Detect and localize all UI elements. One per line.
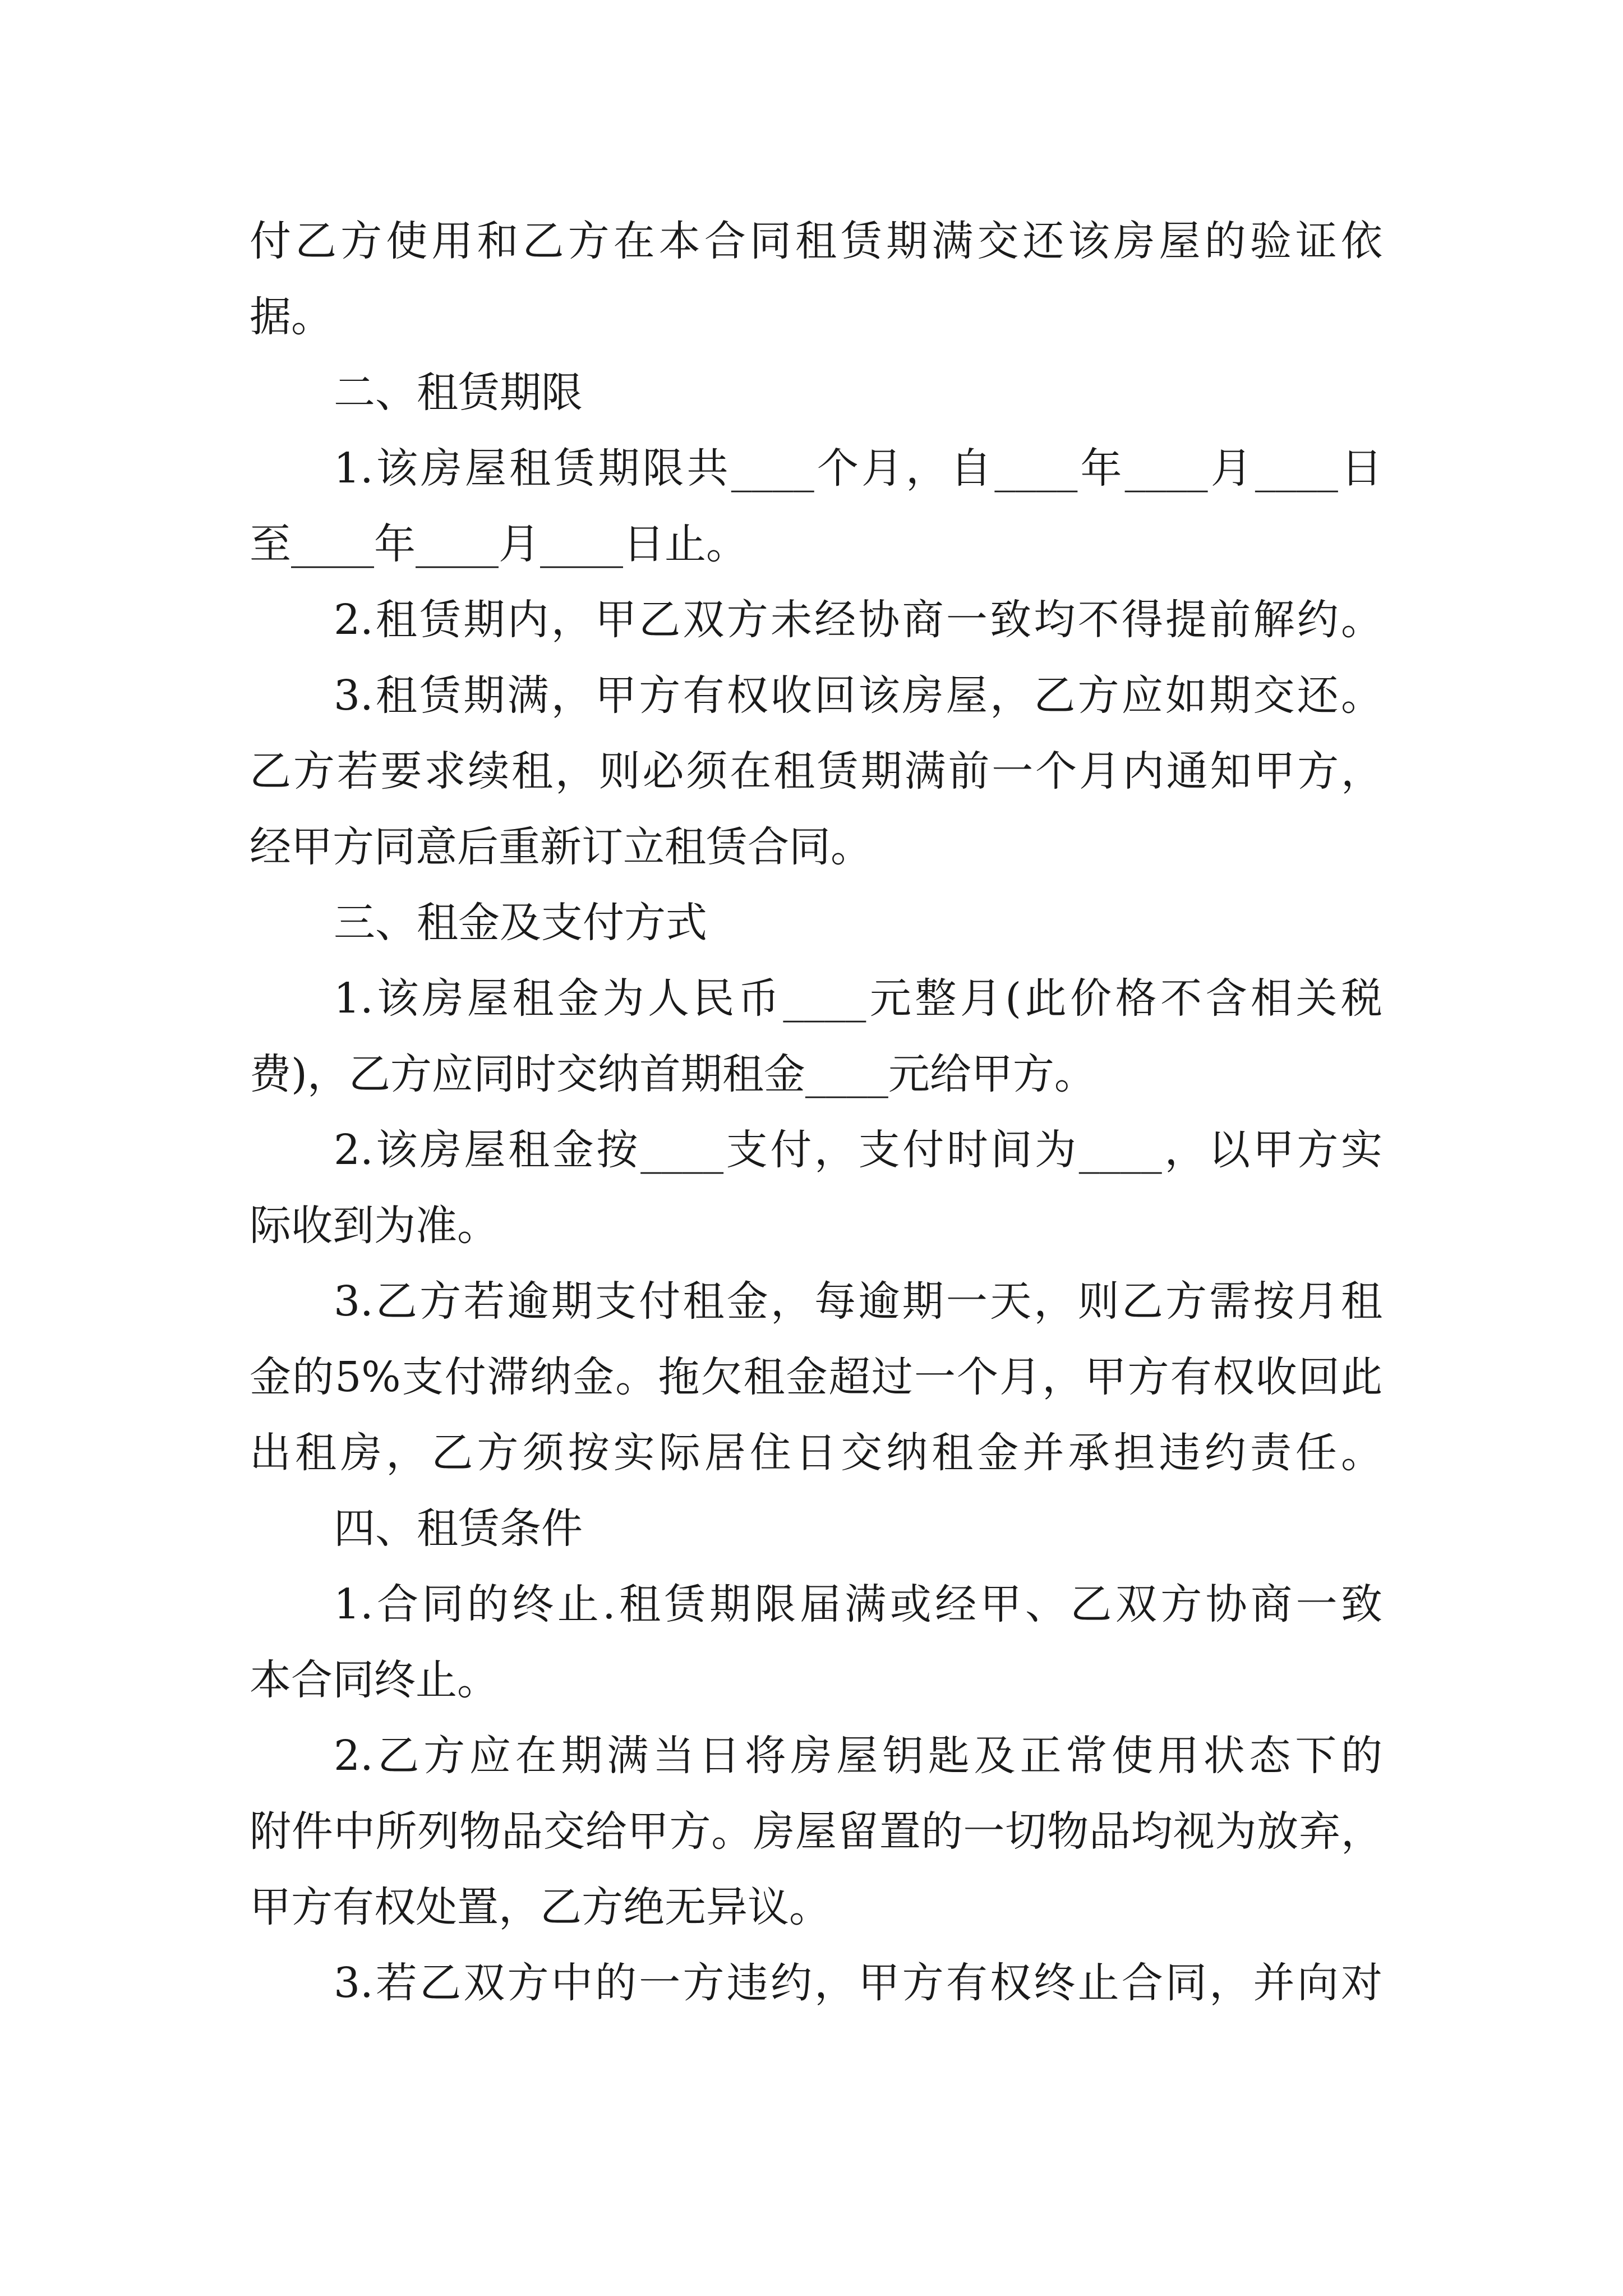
- section-heading: 三、租金及支付方式: [334, 899, 707, 947]
- text-line: 3.若乙双方中的一方违约，甲方有权终止合同，并向对: [334, 1959, 1382, 2007]
- text-line: 1.该房屋租赁期限共____个月，自____年____月____日: [334, 444, 1382, 493]
- text-line: 3.乙方若逾期支付租金，每逾期一天，则乙方需按月租: [334, 1277, 1382, 1326]
- text-line: 至____年____月____日止。: [250, 520, 748, 568]
- text-line: 甲方有权处置，乙方绝无异议。: [250, 1883, 831, 1931]
- text-line: 附件中所列物品交给甲方。房屋留置的一切物品均视为放弃，: [250, 1807, 1382, 1856]
- text-line: 乙方若要求续租，则必须在租赁期满前一个月内通知甲方，: [250, 747, 1382, 795]
- section-heading: 二、租赁期限: [334, 369, 583, 417]
- section-heading: 四、租赁条件: [334, 1504, 583, 1553]
- text-line: 2.租赁期内，甲乙双方未经协商一致均不得提前解约。: [334, 596, 1382, 644]
- text-line: 出租房，乙方须按实际居住日交纳租金并承担违约责任。: [250, 1429, 1382, 1477]
- text-line: 付乙方使用和乙方在本合同租赁期满交还该房屋的验证依: [250, 217, 1382, 265]
- text-line: 据。: [250, 293, 333, 341]
- text-line: 1.合同的终止.租赁期限届满或经甲、乙双方协商一致: [334, 1580, 1382, 1628]
- text-line: 经甲方同意后重新订立租赁合同。: [250, 823, 872, 871]
- text-line: 本合同终止。: [250, 1656, 499, 1704]
- text-line: 费)，乙方应同时交纳首期租金____元给甲方。: [250, 1050, 1096, 1098]
- text-line: 3.租赁期满，甲方有权收回该房屋，乙方应如期交还。: [334, 671, 1382, 720]
- text-line: 2.该房屋租金按____支付，支付时间为____，以甲方实: [334, 1126, 1382, 1174]
- text-line: 2.乙方应在期满当日将房屋钥匙及正常使用状态下的: [334, 1732, 1382, 1780]
- text-line: 金的5%支付滞纳金。拖欠租金超过一个月，甲方有权收回此: [250, 1353, 1382, 1401]
- text-line: 际收到为准。: [250, 1202, 499, 1250]
- text-line: 1.该房屋租金为人民币____元整月(此价格不含相关税: [334, 974, 1382, 1023]
